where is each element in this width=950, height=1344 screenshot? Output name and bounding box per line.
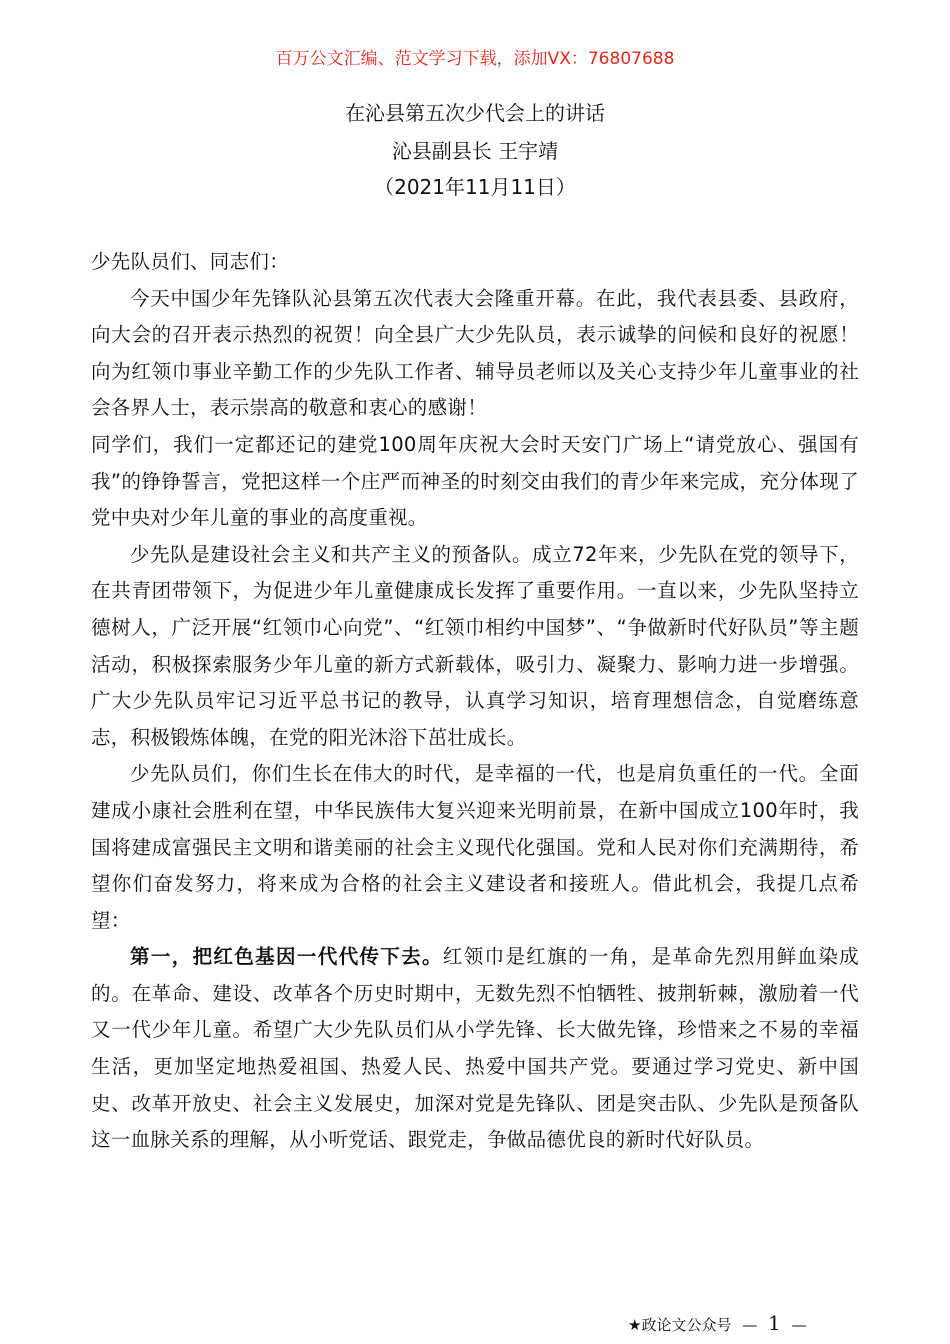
document-title: 在沁县第五次少代会上的讲话 xyxy=(345,101,605,125)
paragraph-5 xyxy=(91,939,859,1159)
salutation: 少先队员们、同志们： xyxy=(91,250,290,273)
paragraph-5-text: 红领巾是红旗的一角，是革命先烈用鲜血染成的。在革命、建设、改革各个历史时期中，无数先烈不怕牺牲、披荆斩棘，激励着一代又一代少年儿童。希望广大少先队员们从小学先锋、长大做先锋，珍惜来之不易的幸福生活，更加坚定地热爱祖国、热爱人民、热爱中国共产党。要通过学习党史、新中国史、改革开放史、社会主义发展史，加深对党是先锋队、团是突击队、少先队是预备队这一血脉关系的理解，从小听党话、跟党走，争做品德优良的新时代好队员。 xyxy=(91,945,859,1152)
footer-dash-left: — xyxy=(742,1316,758,1334)
speaker-line: 沁县副县长 王宇靖 xyxy=(391,139,559,163)
page-number: 1 xyxy=(768,1311,781,1335)
top-banner: 百万公文汇编、范文学习下载，添加VX：76807688 xyxy=(275,49,675,69)
paragraph-1: 今天中国少年先锋队沁县第五次代表大会隆重开幕。在此，我代表县委、县政府，向大会的召开表示热烈的祝贺！向全县广大少先队员，表示诚挚的问候和良好的祝愿！向为红领巾事业辛勤工作的少先队工作者、辅导员老师以及关心支持少年儿童事业的社会各界人士，表示崇高的敬意和衷心的感谢！ xyxy=(91,286,859,420)
paragraph-4: 少先队员们，你们生长在伟大的时代，是幸福的一代，也是肩负重任的一代。全面建成小康社会胜利在望，中华民族伟大复兴迎来光明前景，在新中国成立100年时，我国将建成富强民主文明和谐美丽的社会主义现代化强国。党和人民对你们充满期待，希望你们奋发努力，将来成为合格的社会主义建设者和接班人。借此机会，我提几点希望： xyxy=(91,762,859,932)
paragraph-5-lead: 第一，把红色基因一代代传下去。 xyxy=(130,945,443,969)
page-footer xyxy=(628,1312,928,1336)
speech-body xyxy=(91,244,859,1159)
paragraph-3: 少先队是建设社会主义和共产主义的预备队。成立72年来，少先队在党的领导下，在共青团带领下，为促进少年儿童健康成长发挥了重要作用。一直以来，少先队坚持立德树人，广泛开展“红领巾心向党”、“红领巾相约中国梦”、“争做新时代好队员”等主题活动，积极探索服务少年儿童的新方式新载体，吸引力、凝聚力、影响力进一步增强。广大少先队员牢记习近平总书记的教导，认真学习知识，培育理想信念，自觉磨练意志，积极锻炼体魄，在党的阳光沐浴下茁壮成长。 xyxy=(91,542,859,749)
speech-date: （2021年11月11日） xyxy=(374,175,576,199)
footer-source: ★政论文公众号 xyxy=(628,1316,732,1334)
paragraph-2: 同学们，我们一定都还记的建党100周年庆祝大会时天安门广场上“请党放心、强国有我”的铮铮誓言，党把这样一个庄严而神圣的时刻交由我们的青少年来完成，充分体现了党中央对少年儿童的事业的高度重视。 xyxy=(91,432,859,530)
footer-dash-right: — xyxy=(791,1316,807,1334)
